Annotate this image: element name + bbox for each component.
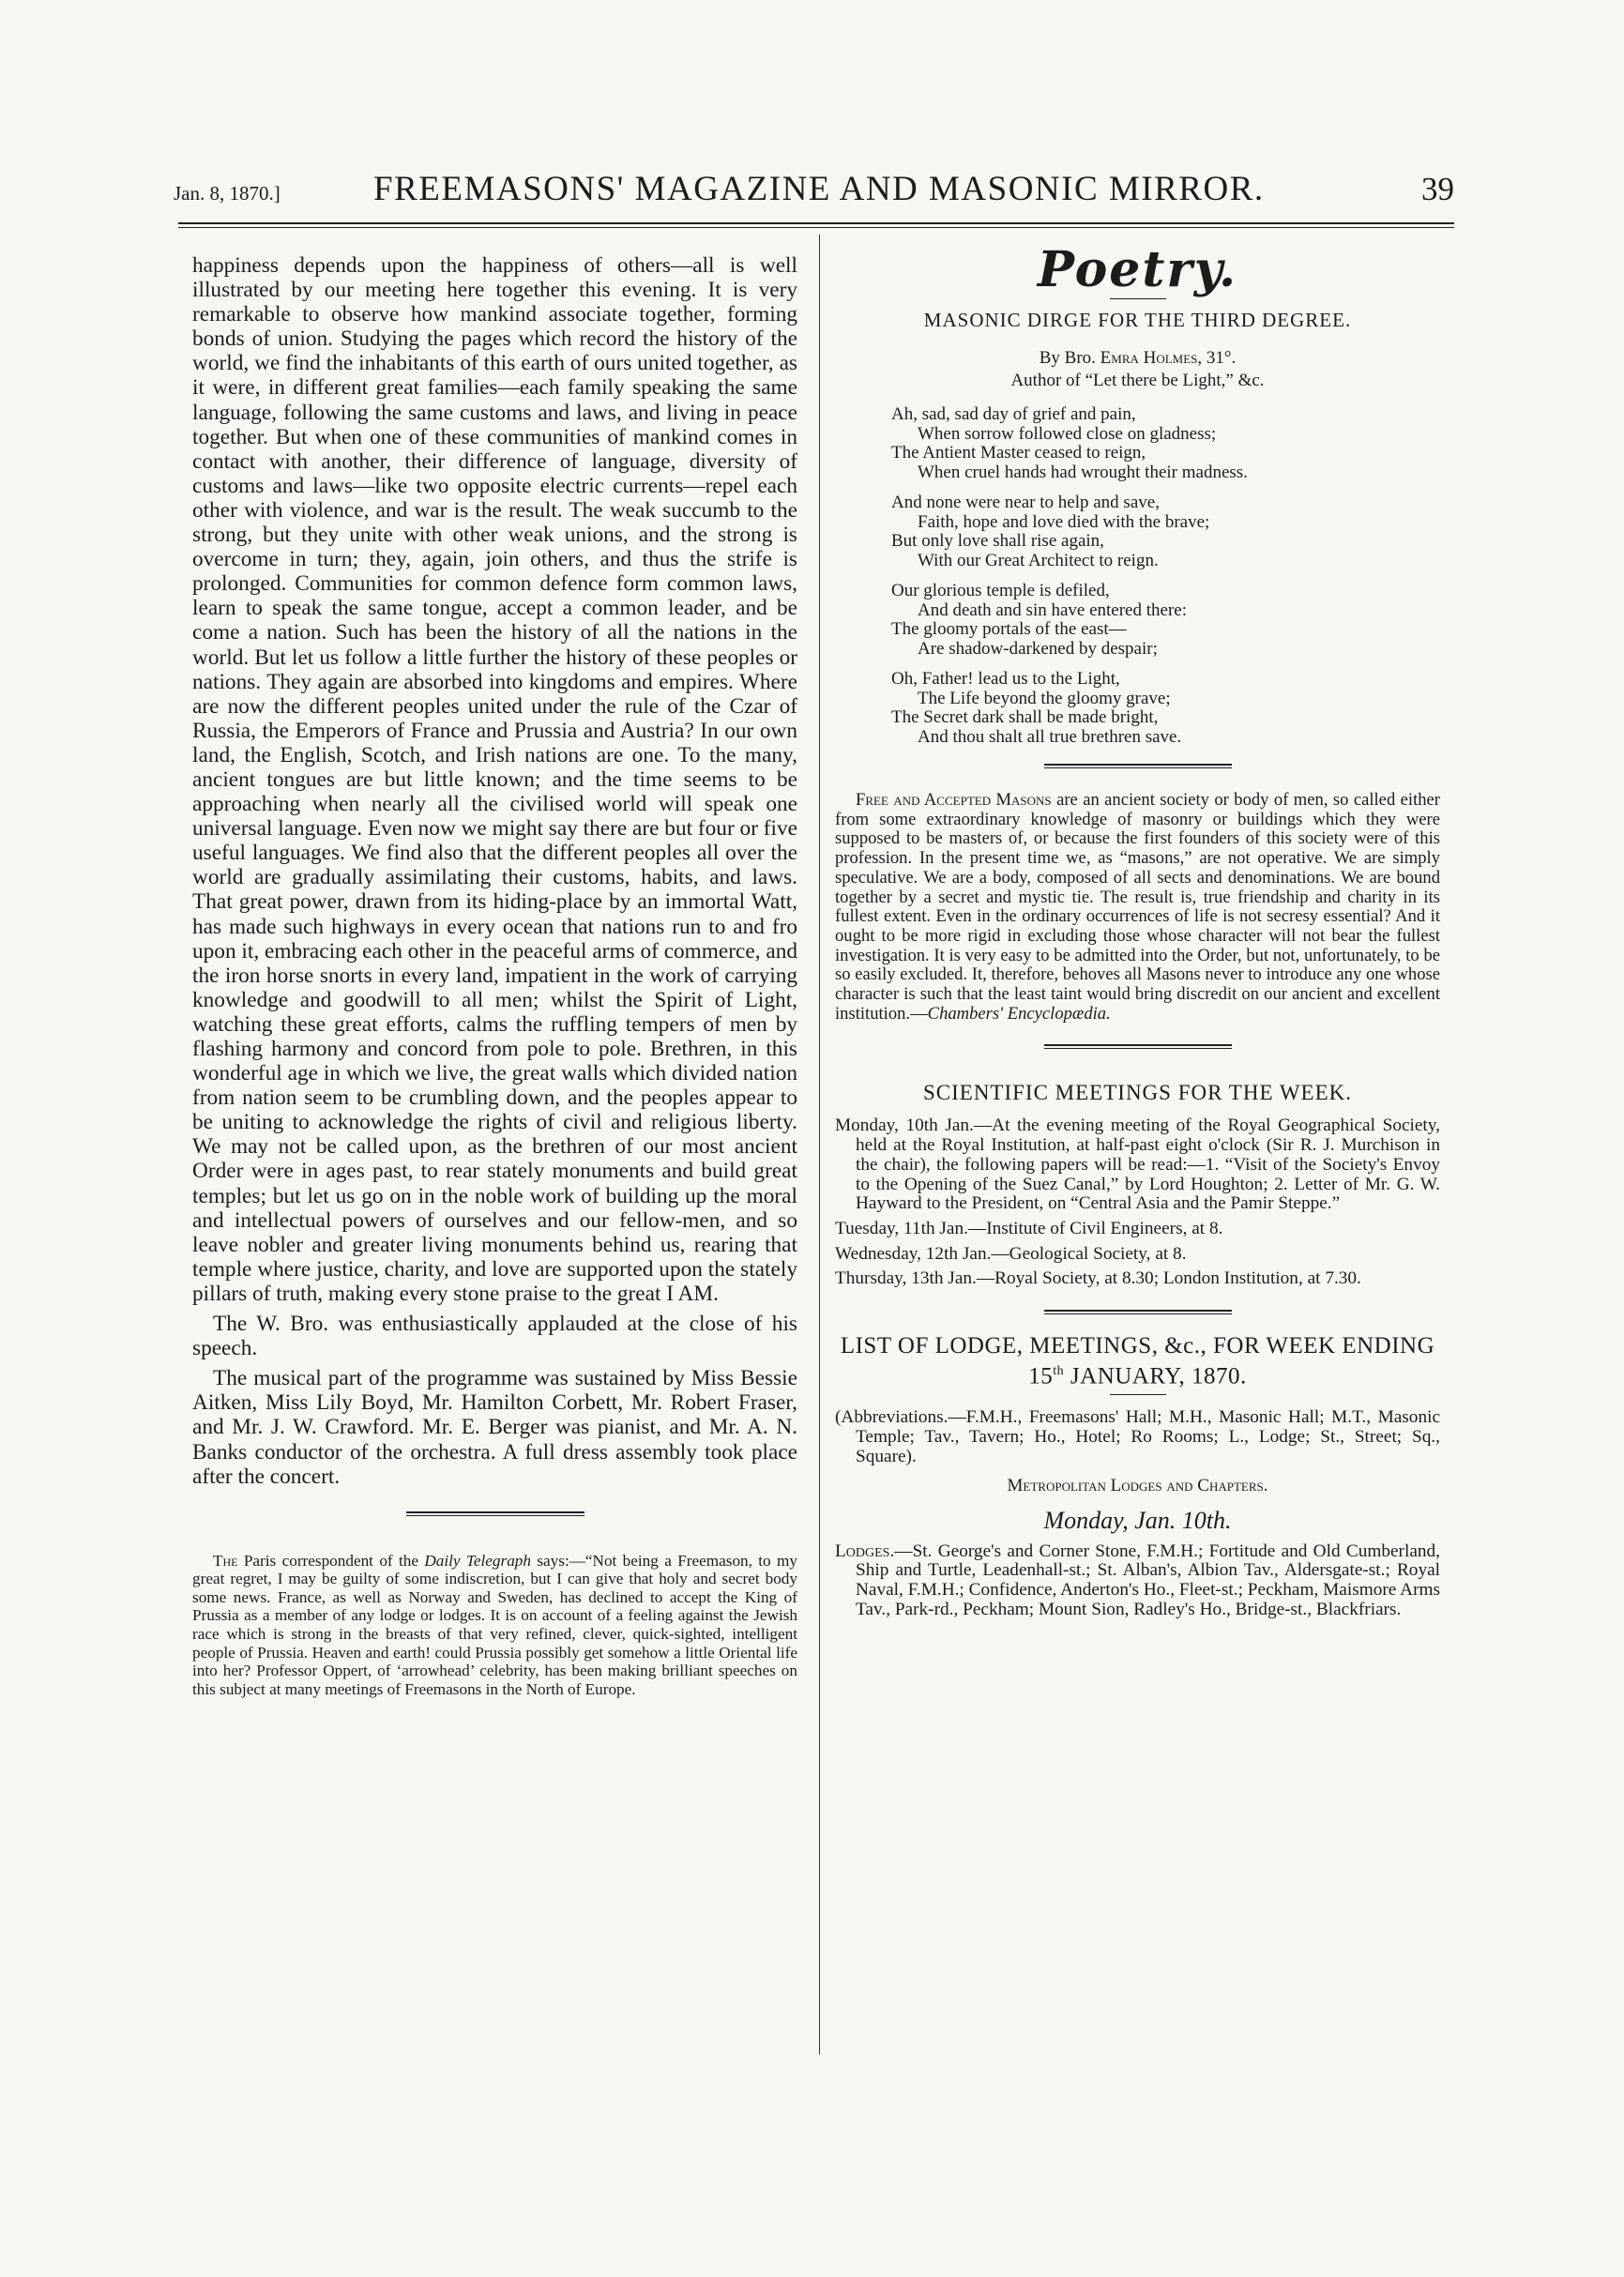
poem-stanza [891,405,1440,482]
poem-body [891,405,1440,747]
magazine-title: FREEMASONS' MAGAZINE AND MASONIC MIRROR. [373,170,1265,208]
paris-note-lead: The [213,1551,238,1570]
poem-line: And none were near to help and save, [891,493,1160,512]
poem-byline [835,347,1440,370]
lodge-title-a: LIST OF LODGE, MEETINGS, &c., FOR WEEK ENDING 15 [840,1333,1435,1389]
paris-note-paper: Daily Telegraph [424,1551,531,1570]
abbreviations: (Abbreviations.—F.M.H., Freemasons' Hall; M.H., Masonic Hall; M.T., Masonic Temple; Tav., Tavern; Ho., Hotel; Ro Rooms; L., Lodge; St., Street; Sq., Square). [835,1407,1440,1466]
poem-line: The gloomy portals of the east— [891,619,1127,639]
poem-stanza [891,670,1440,747]
scientific-list [835,1116,1440,1289]
poem-line: Faith, hope and love died with the brave; [918,511,1210,532]
poem-line: The Antient Master ceased to reign, [891,443,1146,463]
free-masons-text: are an ancient society or body of men, so called either from some extraordinary knowledge of masonry or buildings which they were supposed to be masters of, or because the first founders of this society were of this profession. In the present time we, as “masons,” are not operative. We are simply speculative. We are a body, composed of all sects and denominations. We are bound together by a secret and mystic tie. The result is, true friendship and charity in its fullest extent. Even in the ordinary occurrences of life is not secresy essential? And it ought to be more rigid in excluding those whose character will not bear the fullest investigation. It is very easy to be admitted into the Order, but not, unfortunately, to be so easily excluded. It, therefore, behoves all Masons never to introduce any one whose character is such that the least taint would bring discredit on our ancient and excellent institution.— [835,790,1440,1024]
meeting-entry: Thursday, 13th Jan.—Royal Society, at 8.30; London Institution, at 7.30. [835,1268,1361,1289]
applause-paragraph: The W. Bro. was enthusiastically applauded at the close of his speech. [192,1312,797,1361]
poem-stanza [891,582,1440,659]
free-masons-lead: Free and Accepted Masons [856,790,1052,810]
poem-line: Are shadow-darkened by despair; [918,638,1158,659]
issue-date: Jan. 8, 1870.] [174,182,281,205]
paris-note-text-b: says:—“Not being a Freemason, to my great regret, I may be guilty of some indiscretion, but I can give that holy and secret body some news. France, as well as Norway and Sweden, has declined to accept the King of Prussia as a member of any lodge or lodges. It is on account of a feeling against the Jewish race which is strong in the breasts of that very refined, clever, quick-sighted, intelligent people of Prussia. Heaven and earth! could Prussia possibly get somehow a little Oriental life into her? Professor Oppert, of ‘arrowhead’ celebrity, has been making brilliant speeches on this subject at many meetings of Freemasons in the North of Europe. [192,1551,797,1698]
poem-title: MASONIC DIRGE FOR THE THIRD DEGREE. [923,309,1352,331]
poem-line: When cruel hands had wrought their madness. [918,462,1248,482]
right-column [835,242,1440,1619]
paris-note-text-a: Paris correspondent of the [237,1551,425,1570]
meeting-entry: Wednesday, 12th Jan.—Geological Society, at 8. [835,1243,1187,1264]
metropolitan-heading: Metropolitan Lodges and Chapters. [1007,1475,1268,1495]
free-masons-paragraph [835,791,1440,1024]
poem-line: And death and sin have entered there: [918,600,1187,620]
header-rule [178,222,1454,224]
lodge-list-title [835,1333,1440,1389]
day-heading: Monday, Jan. 10th. [1043,1506,1232,1534]
poem-stanza [891,493,1440,570]
byline-suffix: , 31°. [1197,348,1237,368]
lodge-title-b: JANUARY, 1870. [1064,1363,1247,1389]
poem-line: But only love shall rise again, [891,531,1104,551]
scientific-title: SCIENTIFIC MEETINGS FOR THE WEEK. [922,1081,1352,1105]
poem-line: The Secret dark shall be made bright, [891,707,1159,727]
page-number: 39 [1421,171,1454,207]
poem-line: With our Great Architect to reign. [918,550,1159,570]
section-rule [406,1511,584,1516]
meeting-entry: Monday, 10th Jan.—At the evening meeting of the Royal Geographical Society, held at the Royal Institution, at half-past eight o'clock (Sir R. J. Murchison in the chair), the following papers will be read:—1. “Visit of the Society's Envoy to the Opening of the Suez Canal,” by Lord Houghton; 2. Letter of Mr. G. W. Hayward to the President, on “Central Asia and the Pamir Steppe.” [835,1116,1440,1214]
poem-line: And thou shalt all true brethren save. [918,726,1182,747]
poem-credit: Author of “Let there be Light,” &c. [1010,371,1265,390]
poetry-heading: Poetry. [1037,241,1238,298]
section-rule [1044,764,1232,768]
lodge-title-sup: th [1053,1364,1065,1379]
short-rule [1110,298,1166,299]
poem-line: The Life beyond the gloomy grave; [918,688,1171,708]
meeting-entry: Tuesday, 11th Jan.—Institute of Civil Engineers, at 8. [835,1218,1223,1238]
short-rule [1110,1394,1166,1395]
music-paragraph: The musical part of the programme was sustained by Miss Bessie Aitken, Miss Lily Boyd, Mr. Hamilton Corbett, Mr. Robert Fraser, and Mr. J. W. Crawford. Mr. E. Berger was pianist, and Mr. A. N. Banks conductor of the orchestra. A full dress assembly took place after the concert. [192,1366,797,1489]
byline-prefix: By Bro. [1039,348,1100,368]
poem-line: Our glorious temple is defiled, [891,581,1110,600]
poem-line: Oh, Father! lead us to the Light, [891,669,1120,689]
header-rule-thin [178,227,1454,228]
lodges-text: —St. George's and Corner Stone, F.M.H.; Fortitude and Old Cumberland, Ship and Turtle, Leadenhall-st.; St. Alban's, Albion Tav., Aldersgate-st.; Royal Naval, F.M.H.; Confidence, Anderton's Ho., Fleet-st.; Peckham, Maismore Arms Tav., Park-rd., Peckham; Mount Sion, Radley's Ho., Bridge-st., Blackfriars. [856,1541,1440,1619]
poem-author: Emra Holmes [1100,348,1198,368]
speech-paragraph: happiness depends upon the happiness of others—all is well illustrated by our meeting here together this evening. It is very remarkable to observe how mankind associate together, forming bonds of union. Studying the pages which record the history of the world, we find the inhabitants of this earth of ours united together, as it were, in different great families—each family speaking the same language, following the same customs and laws, and living in peace together. But when one of these communities of mankind comes in contact with another, their difference of language, diversity of customs and laws—like two opposite electric currents—repel each other with violence, and war is the result. The weak succumb to the strong, but they unite with other weak unions, and the strong is overcome in turn; they, again, join others, and thus the strife is prolonged. Communities for common defence form common laws, learn to speak the same tongue, accept a common leader, and be come a nation. Such has been the history of all the nations in the world. But let us follow a little further the history of these peoples or nations. They again are absorbed into kingdoms and empires. Where are now the different peoples united under the rule of the Czar of Russia, the Emperors of France and Prussia and Austria? In our own land, the English, Scotch, and Irish nations are one. To the many, ancient tongues are but little known; and the time seems to be approaching when nearly all the civilised world will speak one universal language. Even now we might say there are but four or five useful languages. We find also that the different peoples all over the world are gradually assimilating their customs, habits, and laws. That great power, drawn from its hiding-place by an immortal Watt, has made such highways in every ocean that nations run to and fro upon it, embracing each other in the peaceful arms of commerce, and the iron horse snorts in every land, impatient in the work of carrying knowledge and goodwill to all men; whilst the Spirit of Light, watching these great efforts, calms the ruffling tempers of men by flashing harmony and concord from pole to pole. Brethren, in this wonderful age in which we live, the great walls which divided nation from nation seem to be crumbling down, and the peoples appear to be uniting to acknowledge the rights of civil and religious liberty. We may not be called upon, as the brethren of our most ancient Order were in ages past, to rear stately monuments and build great temples; but let us go on in the noble work of building up the moral and intellectual powers of ourselves and our fellow-men, and so leave nobler and greater living monuments behind us, rearing that temple where justice, charity, and love are supported upon the stately pillars of truth, making every stone praise to the great I AM. [192,253,797,1306]
poem-line: When sorrow followed close on gladness; [918,423,1217,444]
free-masons-source: Chambers' Encyclopædia. [927,1003,1111,1024]
poem-line: Ah, sad, sad day of grief and pain, [891,404,1136,424]
column-divider [819,235,820,2055]
left-column [192,253,797,1698]
lodges-label: Lodges. [835,1541,895,1561]
page-header [174,169,1454,214]
section-rule [1044,1044,1232,1049]
section-rule [1044,1310,1232,1314]
paris-note [192,1552,797,1699]
lodges-entry [835,1542,1440,1620]
